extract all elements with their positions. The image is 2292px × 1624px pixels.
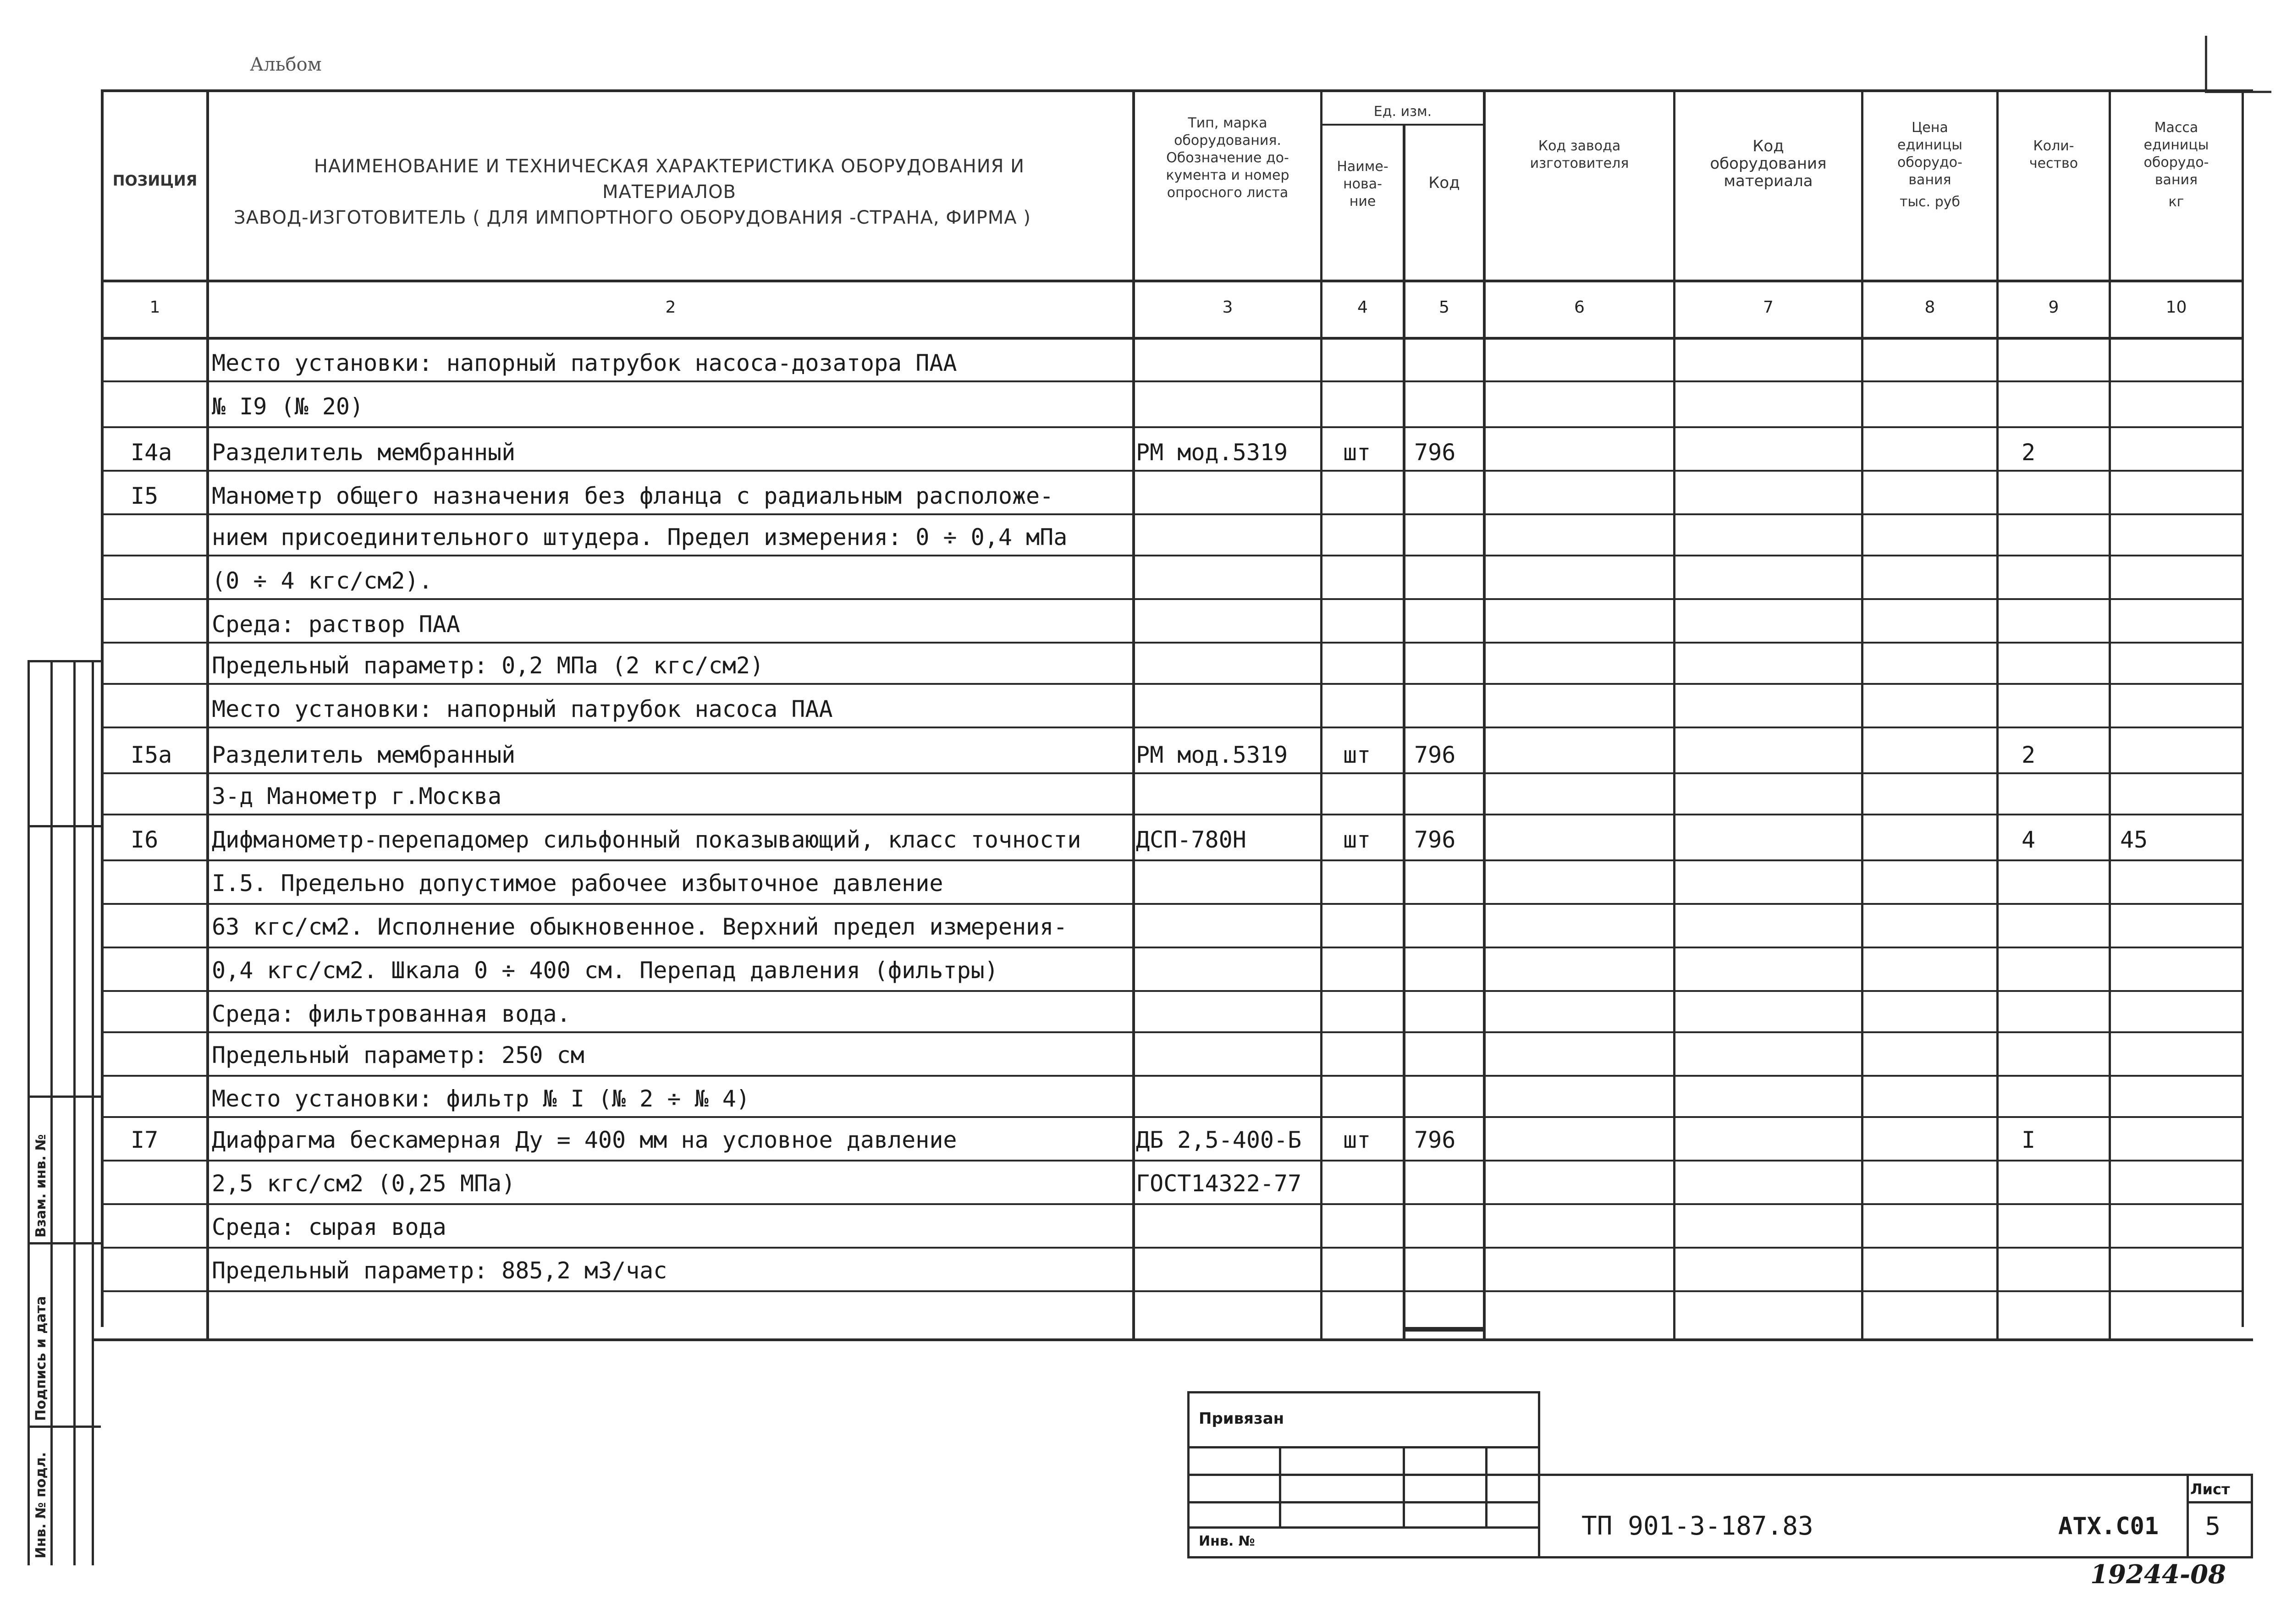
row-pos: I7 (131, 1127, 159, 1153)
row-type: РМ мод.5319 (1136, 439, 1288, 466)
row-name: Диафрагма бескамерная Ду = 400 мм на условное давление (212, 1127, 957, 1153)
side-stamp-replace: Взам. инв. № (33, 1134, 49, 1238)
row-qty: I (2022, 1127, 2036, 1153)
header-unit-code: Код (1428, 174, 1460, 192)
row-name: Среда: фильтрованная вода. (212, 1001, 571, 1027)
row-pos: I5a (131, 742, 172, 768)
column-number: 2 (665, 298, 676, 317)
row-name: Место установки: напорный патрубок насоса-дозатора ПАА (212, 350, 957, 376)
row-name: Разделитель мембранный (212, 439, 516, 466)
row-qty: 4 (2022, 826, 2036, 853)
document-code: ТП 901-3-187.83 (1581, 1511, 1813, 1541)
row-code: 796 (1414, 439, 1456, 466)
row-pos: I6 (131, 826, 159, 853)
row-type: ГОСТ14322-77 (1136, 1170, 1302, 1197)
row-name: I.5. Предельно допустимое рабочее избыточное давление (212, 870, 943, 897)
header-type: Тип, марка оборудования. Обозначение до- кумента и номер опросного листа (1166, 115, 1289, 201)
sheet-code: АТХ.С01 (2058, 1513, 2159, 1540)
header-mass: Масса единицы оборудо- вания кг (2143, 120, 2209, 210)
row-name: Место установки: напорный патрубок насоса ПАА (212, 696, 833, 722)
column-number: 4 (1357, 298, 1368, 317)
row-name: Дифманометр-перепадомер сильфонный показывающий, класс точности (212, 826, 1081, 853)
header-equipment-code: Код оборудования материала (1710, 137, 1827, 190)
row-name: Манометр общего назначения без фланца с радиальным расположе- (212, 483, 1054, 509)
column-number: 5 (1439, 298, 1449, 317)
row-code: 796 (1414, 742, 1456, 768)
row-name: Место установки: фильтр № I (№ 2 ÷ № 4) (212, 1085, 750, 1112)
row-unit: шт (1343, 1127, 1371, 1153)
row-type: ДСП-780Н (1136, 826, 1246, 853)
row-unit: шт (1343, 742, 1371, 768)
column-number: 1 (149, 298, 160, 317)
album-label: Альбом (250, 54, 322, 75)
row-name: 0,4 кгс/см2. Шкала 0 ÷ 400 см. Перепад давления (фильтры) (212, 957, 998, 984)
column-number: 6 (1574, 298, 1585, 317)
column-number: 3 (1222, 298, 1233, 317)
handwritten-number: 19244-08 (2090, 1559, 2226, 1590)
column-number: 9 (2048, 298, 2059, 317)
row-name: нием присоединительного штудера. Предел измерения: 0 ÷ 0,4 мПа (212, 524, 1068, 551)
column-number: 8 (1924, 298, 1935, 317)
row-code: 796 (1414, 826, 1456, 853)
header-unit-group: Ед. изм. (1373, 104, 1432, 120)
row-qty: 2 (2022, 439, 2036, 466)
row-unit: шт (1343, 439, 1371, 466)
row-pos: I5 (131, 483, 159, 509)
row-type: ДБ 2,5-400-Б (1136, 1127, 1302, 1153)
list-number: 5 (2205, 1512, 2221, 1541)
row-name: № I9 (№ 20) (212, 393, 364, 420)
row-name: Среда: сырая вода (212, 1214, 446, 1240)
header-price: Цена единицы оборудо- вания тыс. руб (1897, 120, 1962, 210)
row-name: Среда: раствор ПАА (212, 611, 460, 638)
row-name: Предельный параметр: 885,2 м3/час (212, 1257, 667, 1284)
header-factory-code: Код завода изготовителя (1530, 138, 1629, 171)
row-qty: 2 (2022, 742, 2036, 768)
row-name: 3-д Манометр г.Москва (212, 783, 502, 809)
row-name: Разделитель мембранный (212, 742, 516, 768)
side-stamp-inv: Инв. № подл. (33, 1452, 49, 1558)
corner-mark (2205, 36, 2271, 93)
row-type: РМ мод.5319 (1136, 742, 1288, 768)
header-name: НАИМЕНОВАНИЕ И ТЕХНИЧЕСКАЯ ХАРАКТЕРИСТИКА ОБОРУДОВАНИЯ И МАТЕРИАЛОВ ЗАВОД-ИЗГОТОВИТЕЛЬ ( ДЛЯ ИМПОРТНОГО ОБОРУДОВАНИЯ -СТРАНА, ФИРМА ) (234, 156, 1031, 228)
inv-no-label: Инв. № (1199, 1533, 1255, 1549)
list-label: Лист (2190, 1481, 2230, 1498)
row-name: Предельный параметр: 0,2 МПа (2 кгс/см2) (212, 652, 764, 679)
header-unit-name: Наиме- нова- ние (1337, 159, 1388, 209)
privyazan-label: Привязан (1199, 1409, 1284, 1428)
row-name: Предельный параметр: 250 см (212, 1042, 584, 1068)
row-name: (0 ÷ 4 кгс/см2). (212, 567, 433, 594)
header-quantity: Коли- чество (2029, 138, 2078, 171)
row-name: 63 кгс/см2. Исполнение обыкновенное. Верхний предел измерения- (212, 914, 1068, 940)
row-code: 796 (1414, 1127, 1456, 1153)
column-number: 10 (2165, 298, 2187, 317)
column-number: 7 (1763, 298, 1774, 317)
row-unit: шт (1343, 826, 1371, 853)
row-mass: 45 (2120, 826, 2148, 853)
row-name: 2,5 кгс/см2 (0,25 МПа) (212, 1170, 516, 1197)
side-stamp-sign: Подпись и дата (33, 1296, 49, 1421)
row-pos: I4a (131, 439, 172, 466)
header-position: ПОЗИЦИЯ (112, 172, 198, 189)
